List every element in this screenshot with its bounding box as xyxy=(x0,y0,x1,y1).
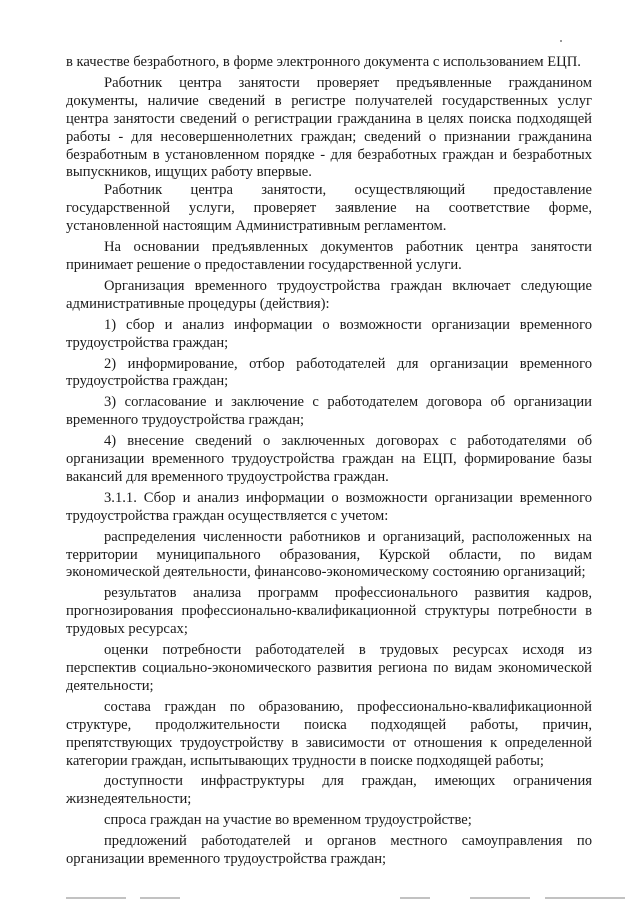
bleed-mark xyxy=(545,897,625,899)
factor-citizen-demand: спроса граждан на участие во временном трудоустройстве; xyxy=(104,812,472,829)
paragraph-decision: На основании предъявленных документов работник центра занятости принимает решение о предоставлении государственной услуги. xyxy=(66,239,592,273)
list-item-3: 3) согласование и заключение с работодателем договора об организации временного трудоустройства граждан; xyxy=(66,394,592,429)
factor-demand: оценки потребности работодателей в трудовых ресурсах исходя из перспектив социально-экономического развития региона по видам экономической деятельности; xyxy=(66,642,592,694)
paragraph-application-check: Работник центра занятости, осуществляющий предоставление государственной услуги, проверяет заявление на соответствие форме, установленной настоящим Административным регламентом. xyxy=(66,182,592,235)
bleed-mark xyxy=(400,897,430,899)
factor-programs: результатов анализа программ профессионального развития кадров, прогнозирования профессионально-квалификационной структуры потребности в трудовых ресурсах; xyxy=(66,585,592,638)
scan-bleed-through xyxy=(0,897,640,905)
paragraph-verification: Работник центра занятости проверяет предъявленные гражданином документы, наличие сведений в регистре получателей государственных услуг центра занятости сведений о регистрации гражданина в целях поиска подходящей работы - для несовершеннолетних граждан; сведений о признании гражданина безработным в установленном порядке - для безработных граждан и безработных выпускников, ищущих работу впервые. xyxy=(66,74,592,181)
list-item-4: 4) внесение сведений о заключенных договорах с работодателями об организации временного трудоустройства граждан на ЕЦП, формирование базы вакансий для временного трудоустройства граждан. xyxy=(66,433,592,485)
section-3-1-1: 3.1.1. Сбор и анализ информации о возможности организации временного трудоустройства граждан осуществляется с учетом: xyxy=(66,489,592,524)
list-item-2: 2) информирование, отбор работодателей для организации временного трудоустройства граждан; xyxy=(66,355,592,390)
paragraph-procedures-intro: Организация временного трудоустройства граждан включает следующие административные процедуры (действия): xyxy=(66,277,592,312)
factor-infrastructure: доступности инфраструктуры для граждан, имеющих ограничения жизнедеятельности; xyxy=(66,773,592,808)
bleed-mark xyxy=(66,897,126,899)
scan-speck xyxy=(560,40,562,42)
bleed-mark xyxy=(470,897,530,899)
paragraph-continuation: в качестве безработного, в форме электронного документа с использованием ЕЦП. xyxy=(66,54,581,70)
document-body xyxy=(66,54,592,869)
factor-composition: состава граждан по образованию, профессионально-квалификационной структуре, продолжительности поиска подходящей работы, причин, препятствующих трудоустройству в зависимости от отношения к определенной категории граждан, испытывающих трудности в поиске подходящей работы; xyxy=(66,698,592,769)
bleed-mark xyxy=(140,897,180,899)
list-item-1: 1) сбор и анализ информации о возможности организации временного трудоустройства граждан; xyxy=(66,316,592,351)
factor-distribution: распределения численности работников и организаций, расположенных на территории муниципального образования, Курской области, по видам экономической деятельности, финансово-экономическому состоянию организаций; xyxy=(66,528,592,581)
factor-employer-proposals: предложений работодателей и органов местного самоуправления по организации временного трудоустройства граждан; xyxy=(66,833,592,868)
